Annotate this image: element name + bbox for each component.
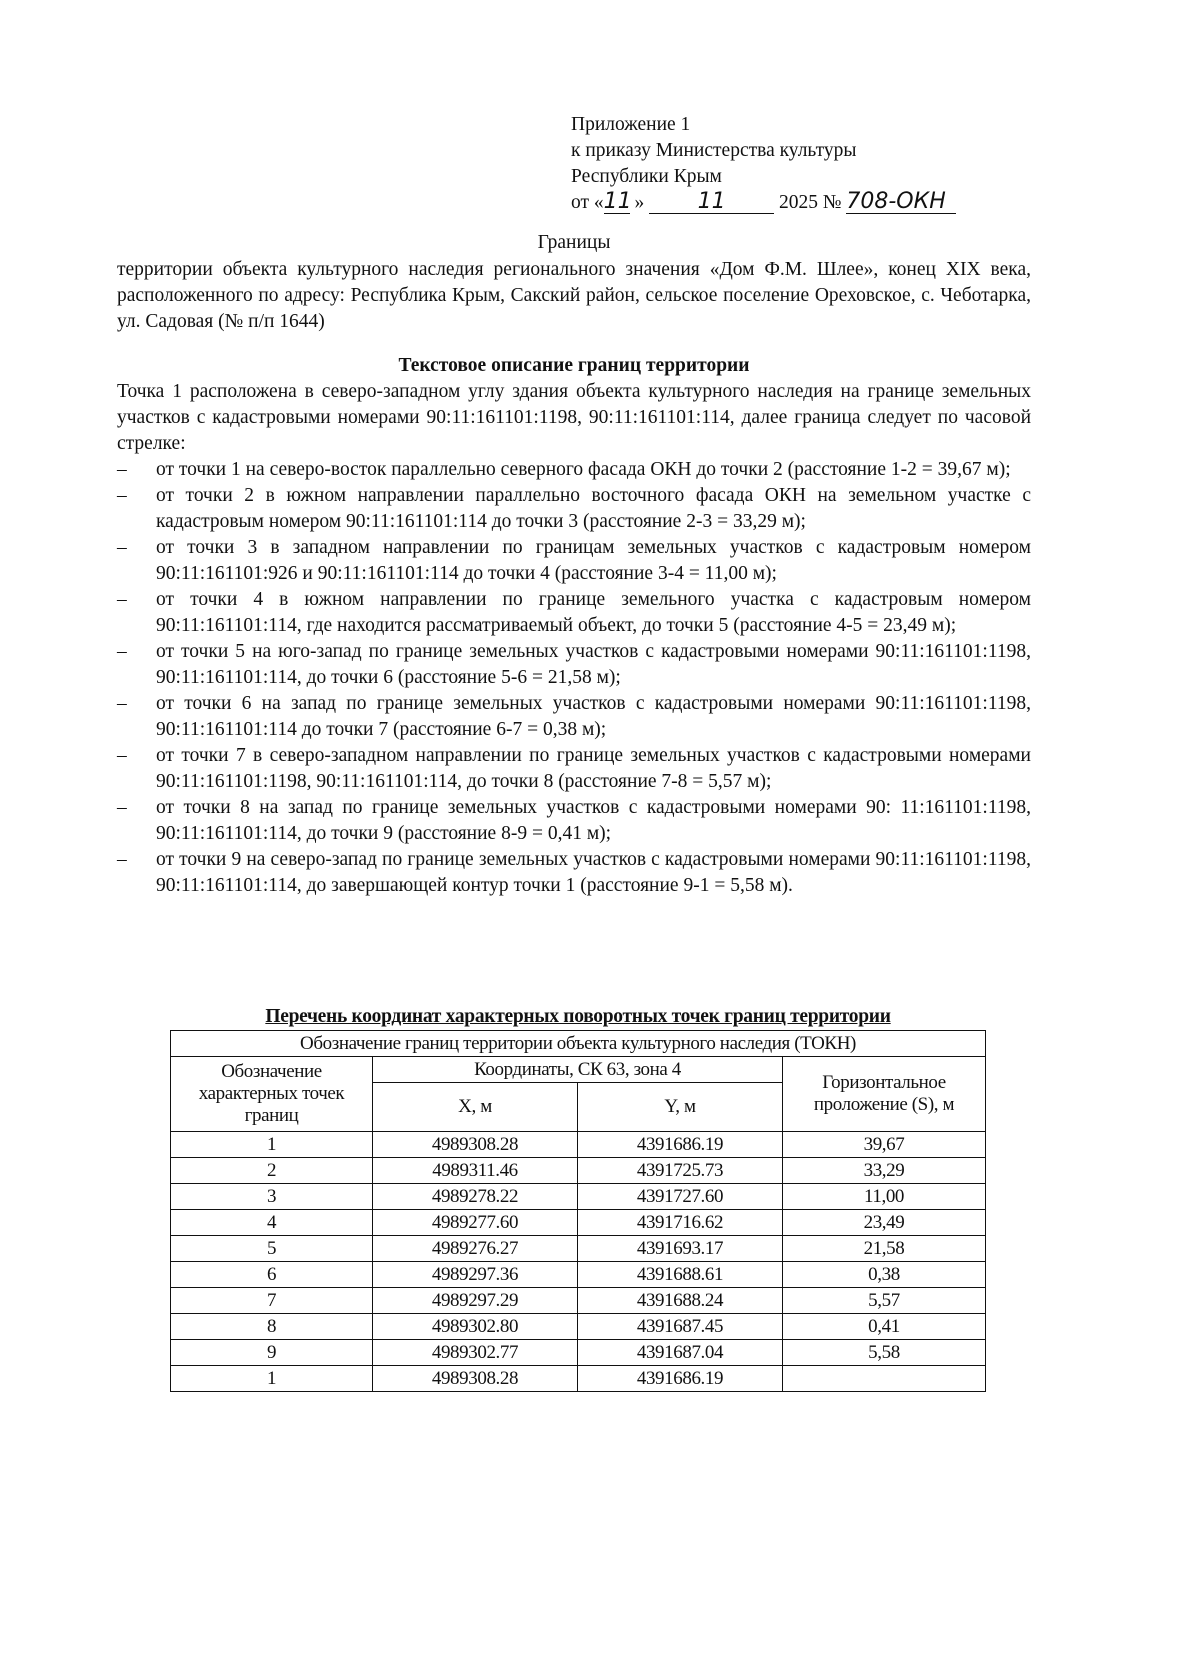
boundary-segment-item — [117, 639, 1031, 691]
header-coords: Координаты, СК 63, зона 4 — [373, 1057, 783, 1083]
table-row — [171, 1132, 986, 1158]
boundary-description-list — [117, 457, 1031, 899]
table-row — [171, 1158, 986, 1184]
boundary-segment-item — [117, 743, 1031, 795]
dash-marker: – — [117, 537, 127, 558]
distance: 11,00 — [783, 1184, 986, 1210]
point-id: 1 — [171, 1366, 373, 1392]
boundary-segment-item — [117, 847, 1031, 899]
table-row — [171, 1288, 986, 1314]
intro-paragraph: Точка 1 расположена в северо-западном углу здания объекта культурного наследия на границе земельных участков с кадастровыми номерами 90:11:161101:1198, 90:11:161101:114, далее граница следует по часовой стрелке: — [117, 381, 1031, 454]
dash-marker: – — [117, 745, 127, 766]
document-title: Границы — [537, 232, 611, 253]
table-caption: Обозначение границ территории объекта культурного наследия (ТОКН) — [171, 1031, 986, 1057]
distance: 33,29 — [783, 1158, 986, 1184]
segment-text: от точки 3 в западном направлении по границам земельных участков с кадастровым номером 90:11:161101:926 и 90:11:161101:114 до точки 4 (расстояние 3-4 = 11,00 м); — [156, 537, 1031, 584]
x-coordinate: 4989302.77 — [373, 1340, 578, 1366]
point-id: 4 — [171, 1210, 373, 1236]
segment-text: от точки 6 на запад по границе земельных участков с кадастровыми номерами 90:11:161101:1198, 90:11:161101:114 до точки 7 (расстояние 6-7 = 0,38 м); — [156, 693, 1031, 740]
dash-marker: – — [117, 849, 127, 870]
dash-marker: – — [117, 641, 127, 662]
distance: 0,38 — [783, 1262, 986, 1288]
appendix-label: Приложение 1 — [571, 114, 691, 135]
table-row — [171, 1210, 986, 1236]
header-y: Y, м — [578, 1083, 783, 1132]
document-header — [571, 112, 1031, 216]
x-coordinate: 4989302.80 — [373, 1314, 578, 1340]
boundary-segment-item — [117, 535, 1031, 587]
document-subtitle: территории объекта культурного наследия регионального значения «Дом Ф.М. Шлее», конец XIX века, расположенного по адресу: Республика Крым, Сакский район, сельское поселение Ореховское, с. Чеботарка, ул. Садовая (№ п/п 1644) — [117, 259, 1031, 332]
header-point: Обозначение характерных точек границ — [171, 1057, 373, 1132]
segment-text: от точки 8 на запад по границе земельных участков с кадастровыми номерами 90: 11:161101:1198, 90:11:161101:114, до точки 9 (расстояние 8-9 = 0,41 м); — [156, 797, 1031, 844]
point-id: 3 — [171, 1184, 373, 1210]
table-row — [171, 1314, 986, 1340]
segment-text: от точки 9 на северо-запад по границе земельных участков с кадастровыми номерами 90:11:161101:1198, 90:11:161101:114, до завершающей контур точки 1 (расстояние 9-1 = 5,58 м). — [156, 849, 1031, 896]
y-coordinate: 4391716.62 — [578, 1210, 783, 1236]
x-coordinate: 4989311.46 — [373, 1158, 578, 1184]
x-coordinate: 4989297.29 — [373, 1288, 578, 1314]
segment-text: от точки 5 на юго-запад по границе земельных участков с кадастровыми номерами 90:11:161101:1198, 90:11:161101:114, до точки 6 (расстояние 5-6 = 21,58 м); — [156, 641, 1031, 688]
y-coordinate: 4391687.04 — [578, 1340, 783, 1366]
x-coordinate: 4989276.27 — [373, 1236, 578, 1262]
y-coordinate: 4391686.19 — [578, 1132, 783, 1158]
dash-marker: – — [117, 797, 127, 818]
order-date-line: от «11 » 11 2025 № 708-ОКН — [571, 190, 1031, 216]
y-coordinate: 4391727.60 — [578, 1184, 783, 1210]
distance: 23,49 — [783, 1210, 986, 1236]
y-coordinate: 4391686.19 — [578, 1366, 783, 1392]
republic-label: Республики Крым — [571, 166, 722, 187]
y-coordinate: 4391688.24 — [578, 1288, 783, 1314]
table-row — [171, 1236, 986, 1262]
table-row — [171, 1340, 986, 1366]
coordinates-table — [170, 1030, 986, 1392]
x-coordinate: 4989277.60 — [373, 1210, 578, 1236]
point-id: 7 — [171, 1288, 373, 1314]
dash-marker: – — [117, 589, 127, 610]
boundary-segment-item — [117, 483, 1031, 535]
x-coordinate: 4989278.22 — [373, 1184, 578, 1210]
boundary-segment-item — [117, 691, 1031, 743]
table-row — [171, 1366, 986, 1392]
header-x: X, м — [373, 1083, 578, 1132]
handwritten-order-number: 708-ОКН — [846, 191, 956, 214]
point-id: 1 — [171, 1132, 373, 1158]
dash-marker: – — [117, 485, 127, 506]
x-coordinate: 4989308.28 — [373, 1132, 578, 1158]
handwritten-month: 11 — [649, 191, 774, 214]
distance: 5,58 — [783, 1340, 986, 1366]
point-id: 2 — [171, 1158, 373, 1184]
y-coordinate: 4391687.45 — [578, 1314, 783, 1340]
boundary-segment-item — [117, 587, 1031, 639]
distance: 39,67 — [783, 1132, 986, 1158]
section-heading: Текстовое описание границ территории — [398, 355, 750, 376]
distance: 0,41 — [783, 1314, 986, 1340]
table-row — [171, 1262, 986, 1288]
table-title: Перечень координат характерных поворотных точек границ территории — [265, 1006, 891, 1027]
boundary-segment-item — [117, 457, 1031, 483]
point-id: 8 — [171, 1314, 373, 1340]
table-row — [171, 1184, 986, 1210]
boundary-segment-item — [117, 795, 1031, 847]
point-id: 9 — [171, 1340, 373, 1366]
order-label: к приказу Министерства культуры — [571, 140, 857, 161]
segment-text: от точки 1 на северо-восток параллельно северного фасада ОКН до точки 2 (расстояние 1-2 = 39,67 м); — [156, 459, 1011, 480]
point-id: 6 — [171, 1262, 373, 1288]
distance — [783, 1366, 986, 1392]
segment-text: от точки 7 в северо-западном направлении по границе земельных участков с кадастровыми номерами 90:11:161101:1198, 90:11:161101:114, до точки 8 (расстояние 7-8 = 5,57 м); — [156, 745, 1031, 792]
distance: 21,58 — [783, 1236, 986, 1262]
segment-text: от точки 2 в южном направлении параллельно восточного фасада ОКН на земельном участке с кадастровым номером 90:11:161101:114 до точки 3 (расстояние 2-3 = 33,29 м); — [156, 485, 1031, 532]
x-coordinate: 4989297.36 — [373, 1262, 578, 1288]
y-coordinate: 4391688.61 — [578, 1262, 783, 1288]
handwritten-day: 11 — [603, 189, 632, 214]
segment-text: от точки 4 в южном направлении по границе земельного участка с кадастровым номером 90:11:161101:114, где находится рассматриваемый объект, до точки 5 (расстояние 4-5 = 23,49 м); — [156, 589, 1031, 636]
x-coordinate: 4989308.28 — [373, 1366, 578, 1392]
header-distance: Горизонтальное проложение (S), м — [783, 1057, 986, 1132]
dash-marker: – — [117, 459, 127, 480]
dash-marker: – — [117, 693, 127, 714]
y-coordinate: 4391725.73 — [578, 1158, 783, 1184]
y-coordinate: 4391693.17 — [578, 1236, 783, 1262]
point-id: 5 — [171, 1236, 373, 1262]
distance: 5,57 — [783, 1288, 986, 1314]
